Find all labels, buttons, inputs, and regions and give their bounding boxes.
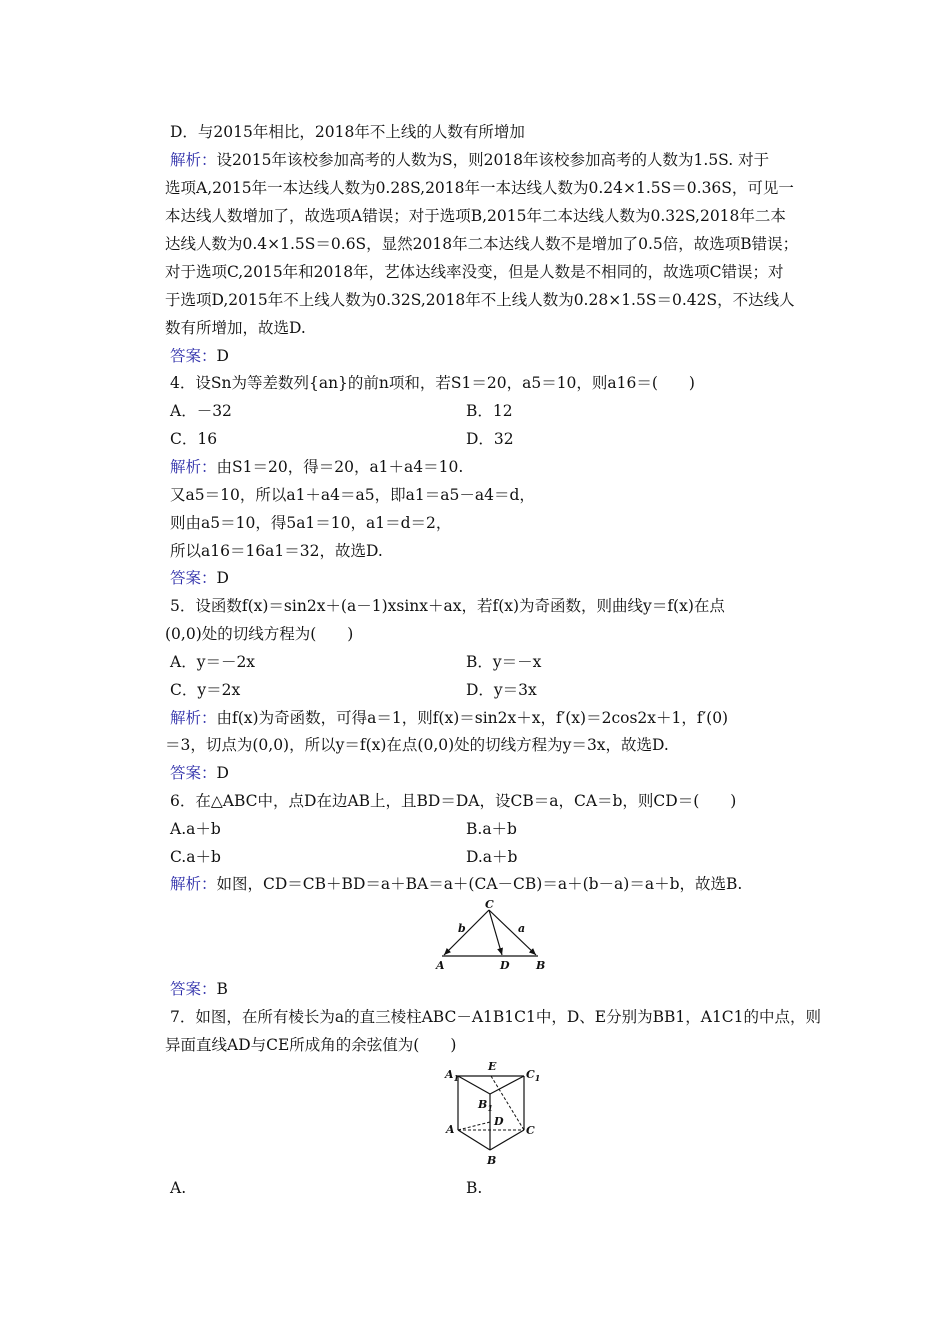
q6-option-a: A.a＋b	[170, 820, 221, 838]
q7-label-b: B	[487, 1154, 497, 1167]
q3-analysis-line-2: 选项A,2015年一本达线人数为0.28S,2018年一本达线人数为0.24×1.5S＝0.36S，可见一	[165, 179, 794, 197]
q6-label-vec-a: a	[518, 922, 526, 935]
q7-label-e: E	[488, 1060, 497, 1073]
q7-stem-line-2: 异面直线AD与CE所成角的余弦值为( )	[165, 1036, 457, 1054]
q6-label-d: D	[500, 959, 510, 972]
q3-analysis-line-7: 数有所增加，故选D.	[165, 319, 306, 337]
q6-option-b: B.a＋b	[466, 820, 517, 838]
q3-analysis-line-3: 本达线人数增加了，故选项A错误；对于选项B,2015年二本达线人数为0.32S,2018年二本	[165, 207, 786, 225]
q4-option-a: A．－32	[170, 402, 232, 420]
q6-answer: 答案：B	[170, 980, 228, 998]
q5-option-c: C．y＝2x	[170, 681, 241, 699]
q6-label-c: C	[485, 898, 494, 911]
q5-analysis-line-2: ＝3，切点为(0,0)，所以y＝f(x)在点(0,0)处的切线方程为y＝3x，故选D.	[165, 736, 669, 754]
q7-label-b1: $B_1$	[478, 1098, 493, 1113]
q6-label-vec-b: b	[458, 922, 466, 935]
q7-prism-figure	[440, 1058, 550, 1172]
q7-segment-ad	[458, 1122, 490, 1130]
q4-stem: 4．设Sn为等差数列{an}的前n项和，若S1＝20，a5＝10，则a16＝( )	[170, 374, 695, 392]
analysis-label: 解析：	[170, 151, 217, 169]
q5-option-b: B．y＝－x	[466, 653, 542, 671]
q4-answer: 答案：D	[170, 569, 229, 587]
q3-analysis-line-4: 达线人数为0.4×1.5S＝0.6S，显然2018年二本达线人数不是增加了0.5倍，故选项B错误；	[165, 235, 799, 253]
q7-label-d: D	[494, 1115, 504, 1128]
q7-edge-b1c1	[490, 1076, 524, 1094]
q6-label-b-point: B	[536, 959, 546, 972]
q7-option-a: A.	[170, 1179, 187, 1197]
q3-answer: 答案：D	[170, 347, 229, 365]
q3-analysis-line-6: 于选项D,2015年不上线人数为0.32S,2018年不上线人数为0.28×1.5S＝0.42S，不达线人	[165, 291, 795, 309]
q7-option-b: B.	[466, 1179, 483, 1197]
q6-triangle-figure	[432, 898, 552, 974]
q4-option-c: C．16	[170, 430, 218, 448]
q5-answer: 答案：D	[170, 764, 229, 782]
q4-option-b: B．12	[466, 402, 513, 420]
q7-label-c1: $C_1$	[526, 1068, 541, 1083]
q6-analysis: 解析：如图，CD＝CB＋BD＝a＋BA＝a＋(CA－CB)＝a＋(b－a)＝a＋b，故选B.	[170, 875, 743, 893]
q5-option-a: A．y＝－2x	[170, 653, 256, 671]
q3-analysis-line-1: 解析：设2015年该校参加高考的人数为S，则2018年该校参加高考的人数为1.5S. 对于	[170, 151, 770, 169]
q5-option-d: D．y＝3x	[466, 681, 537, 699]
q6-vector-ca	[444, 910, 489, 955]
q7-edge-bc	[490, 1130, 524, 1150]
q6-label-a: A	[436, 959, 445, 972]
q4-analysis-line-3: 则由a5＝10，得5a1＝10，a1＝d＝2，	[170, 514, 452, 532]
q7-edge-a1b1	[458, 1076, 490, 1094]
q5-stem-line-1: 5．设函数f(x)＝sin2x＋(a－1)xsinx＋ax，若f(x)为奇函数，则曲线y＝f(x)在点	[170, 597, 725, 615]
q3-analysis-line-5: 对于选项C,2015年和2018年，艺体达线率没变，但是人数是不相同的，故选项C错误；对	[165, 263, 784, 281]
q6-option-c: C.a＋b	[170, 848, 221, 866]
q3-option-d: D．与2015年相比，2018年不上线的人数有所增加	[170, 123, 525, 141]
q4-analysis-line-1: 解析：由S1＝20，得＝20，a1＋a4＝10.	[170, 458, 464, 476]
q4-analysis-line-2: 又a5＝10，所以a1＋a4＝a5，即a1＝a5－a4＝d，	[170, 486, 535, 504]
q7-label-a: A	[446, 1123, 455, 1136]
q7-label-c: C	[526, 1124, 535, 1137]
q4-option-d: D．32	[466, 430, 514, 448]
q7-edge-ab	[458, 1130, 490, 1150]
q5-stem-line-2: (0,0)处的切线方程为( )	[165, 625, 354, 643]
q5-analysis-line-1: 解析：由f(x)为奇函数，可得a＝1，则f(x)＝sin2x＋x，f′(x)＝2cos2x＋1，f′(0)	[170, 709, 729, 727]
q6-option-d: D.a＋b	[466, 848, 518, 866]
q4-analysis-line-4: 所以a16＝16a1＝32，故选D.	[170, 542, 383, 560]
q7-stem-line-1: 7．如图，在所有棱长为a的直三棱柱ABC－A1B1C1中，D、E分别为BB1，A1C1的中点，则	[170, 1008, 822, 1026]
q6-stem: 6．在△ABC中，点D在边AB上，且BD＝DA，设CB＝a，CA＝b，则CD＝( )	[170, 792, 737, 810]
q7-label-a1: $A_1$	[445, 1068, 460, 1083]
